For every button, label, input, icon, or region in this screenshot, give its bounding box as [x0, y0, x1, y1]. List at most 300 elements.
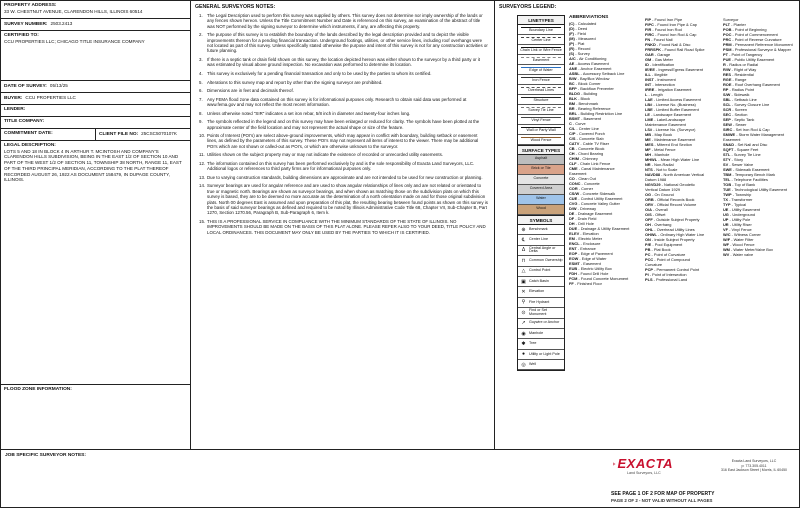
- abbreviation-item: SN&D - Set Nail and Disc: [723, 142, 768, 147]
- abbreviation-item: NGVD29 - National Geodetic Vertical Datum 1929: [645, 182, 695, 192]
- abbreviation-code: DF: [569, 216, 575, 221]
- general-notes-title: GENERAL SURVEYORS NOTES:: [195, 4, 276, 10]
- abbreviation-code: SWE: [723, 167, 732, 172]
- abbreviation-code: TEL: [723, 177, 731, 182]
- abbreviation-item: IE/EE - Ingress/Egress Easement: [645, 67, 703, 72]
- abbreviation-code: BSMT: [569, 116, 581, 121]
- abbreviation-meaning: Calculated: [577, 21, 597, 26]
- abbreviation-item: BFP - Backflow Preventer: [569, 86, 614, 91]
- abbreviation-item: (S) - Survey: [569, 51, 590, 56]
- note-item: [199, 183, 488, 215]
- abbreviation-item: EOW - Edge of Water: [569, 256, 607, 261]
- abbreviation-meaning: Limited Buffer Easement: [656, 107, 699, 112]
- abbreviation-code: FCM: [569, 276, 578, 281]
- abbreviation-code: TUE: [723, 187, 731, 192]
- abbreviation-code: C/L: [569, 126, 576, 131]
- abbreviation-item: DUE - Drainage & Utility Easement: [569, 226, 630, 231]
- page-of-notice: [611, 491, 714, 503]
- abbreviation-item: ROE - Roof Overhang Easement: [723, 82, 780, 87]
- abbreviation-code: FIPC: [645, 22, 654, 27]
- abbreviation-meaning: Overhead Utility Lines: [656, 227, 695, 232]
- abbreviation-item: CB - Concrete Block: [569, 146, 605, 151]
- abbreviation-code: (D): [569, 26, 575, 31]
- abbreviation-meaning: Set Iron Rod & Cap: [735, 127, 770, 132]
- abbreviation-meaning: Survey: [577, 51, 590, 56]
- symbol-name: Common Ownership: [529, 258, 563, 263]
- abbreviation-meaning: Cable TV Riser: [582, 141, 610, 146]
- abbreviation-item: CONC - Concrete: [569, 181, 600, 186]
- symbol-icon: ▣: [521, 278, 526, 285]
- abbreviation-item: ME - Maintenance Easement: [645, 137, 696, 142]
- abbreviation-meaning: Drainage & Utility Easement: [580, 226, 630, 231]
- abbreviation-code: R: [723, 62, 726, 67]
- symbol-name: Catch Basin: [529, 278, 549, 283]
- symbol-item: [518, 308, 564, 318]
- abbreviation-meaning: Radius or Radial: [729, 62, 759, 67]
- abbreviation-code: PI: [645, 272, 649, 277]
- symbol-item: [518, 256, 564, 266]
- symbol-item: [518, 319, 564, 329]
- symbol-name: Benchmark: [529, 226, 548, 231]
- abbreviation-item: FDH - Found Drill Hole: [569, 271, 609, 276]
- abbreviation-code: DE: [569, 211, 575, 216]
- abbreviation-item: SCR - Screen: [723, 107, 748, 112]
- date-of-survey-label: DATE OF SURVEY:: [4, 84, 47, 89]
- abbreviation-item: CATV - Cable TV Riser: [569, 141, 610, 146]
- abbreviation-code: CONC: [569, 181, 581, 186]
- abbreviation-code: BLDG: [569, 91, 581, 96]
- abbreviation-code: ASBL: [569, 71, 580, 76]
- abbreviation-item: ID - Identification: [645, 62, 675, 67]
- linetype-item: [518, 105, 564, 115]
- buyer-label: BUYER:: [4, 96, 23, 101]
- abbreviation-item: EOP - Edge of Pavement: [569, 251, 613, 256]
- abbreviation-item: C/L - Center Line: [569, 126, 599, 131]
- abbreviation-code: POB: [723, 27, 732, 32]
- abbreviation-code: NR: [645, 162, 651, 167]
- abbreviation-item: TX - Transformer: [723, 197, 753, 202]
- note-number: 6.: [199, 88, 203, 94]
- abbreviation-meaning: Square Feet: [736, 147, 759, 152]
- abbreviation-code: PSM: [723, 47, 732, 52]
- abbreviation-item: STY - Story: [723, 157, 744, 162]
- abbreviation-code: ME: [645, 137, 651, 142]
- abbreviation-code: MES: [645, 142, 654, 147]
- abbreviation-meaning: Found Iron Rod: [654, 27, 682, 32]
- abbreviation-code: OFF: [645, 217, 653, 222]
- abbreviation-meaning: Concrete Sidewalk: [582, 191, 616, 196]
- abbreviation-item: PC - Point of Curvature: [645, 252, 686, 257]
- abbreviation-code: PLT: [723, 22, 731, 27]
- abbreviation-meaning: Point of Reverse Curvature: [734, 37, 782, 42]
- abbreviation-meaning: Pool Equipment: [654, 242, 683, 247]
- abbreviation-meaning: Easement: [583, 261, 601, 266]
- abbreviation-item: OG - On Ground: [645, 192, 674, 197]
- abbreviation-item: CME - Canal Maintenance Easement: [569, 166, 615, 176]
- linetype-item: [518, 115, 564, 125]
- note-item: [199, 111, 488, 116]
- abbreviation-code: PRC: [723, 37, 732, 42]
- abbreviation-item: O/A - Overall: [645, 207, 668, 212]
- abbreviation-meaning: Typical: [733, 202, 747, 207]
- symbol-icon: ✱: [521, 340, 526, 347]
- abbreviation-meaning: Building: [583, 91, 598, 96]
- abbreviation-code: OH: [645, 222, 651, 227]
- abbreviations-column-3: [723, 17, 797, 257]
- abbreviation-meaning: Center Line: [578, 126, 599, 131]
- abbreviation-meaning: Found Drill Hole: [580, 271, 609, 276]
- abbreviation-item: (R) - Record: [569, 46, 591, 51]
- abbreviation-meaning: National Geodetic Vertical Datum 1929: [645, 182, 695, 192]
- abbreviation-item: P/E - Pool Equipment: [645, 242, 683, 247]
- abbreviation-item: PI - Point of Intersection: [645, 272, 687, 277]
- abbreviation-meaning: Covered Porch: [578, 131, 605, 136]
- abbreviation-item: SEC - Section: [723, 112, 748, 117]
- abbreviation-item: RP - Radius Point: [723, 87, 754, 92]
- abbreviation-code: EUB: [569, 266, 578, 271]
- abbreviation-meaning: Transformer: [731, 197, 753, 202]
- note-number: 13.: [199, 174, 206, 180]
- abbreviation-code: B/W: [569, 76, 577, 81]
- abbreviation-item: EM - Electric Meter: [569, 236, 603, 241]
- abbreviation-meaning: Technological Utility Easement: [734, 187, 787, 192]
- linetype-item: [518, 35, 564, 45]
- abbreviation-code: LE: [645, 112, 650, 117]
- abbreviation-item: GM - Gas Meter: [645, 57, 673, 62]
- abbreviation-meaning: Intersection: [654, 82, 675, 87]
- commitment-row: [1, 129, 190, 141]
- abbreviation-meaning: Clean Out: [578, 176, 596, 181]
- page-of-line-1: SEE PAGE 1 OF 2 FOR MAP OF PROPERTY: [611, 491, 715, 497]
- abbreviation-code: ON: [645, 237, 651, 242]
- company-logo: [613, 456, 673, 482]
- note-text: Due to varying construction standards, building dimensions are approximate and are not intended to be used for new construction or planning.: [207, 174, 483, 180]
- abbreviation-item: FIR - Found Iron Rod: [645, 27, 682, 32]
- abbreviation-item: PLS - Professional Land: [645, 277, 688, 282]
- logo-wordmark: EXACTA: [617, 456, 673, 471]
- abbreviation-code: STY: [723, 157, 731, 162]
- abbreviation-meaning: Basement: [583, 116, 602, 121]
- abbreviation-meaning: Non-Radial: [654, 162, 674, 167]
- abbreviation-code: SCL: [723, 102, 731, 107]
- abbreviation-code: GAR: [645, 52, 654, 57]
- abbreviation-code: LB#: [645, 102, 653, 107]
- note-number: 11.: [199, 152, 205, 158]
- abbreviation-code: POC: [723, 32, 732, 37]
- abbreviation-meaning: Point of Commencement: [734, 32, 778, 37]
- survey-number-label: SURVEY NUMBER:: [4, 22, 48, 27]
- abbreviation-meaning: Witness Corner: [734, 232, 761, 237]
- abbreviation-item: NTS - Not to Scale: [645, 167, 678, 172]
- abbreviation-meaning: Benchmark: [578, 101, 599, 106]
- symbol-icon: ◎: [521, 361, 526, 368]
- abbreviation-meaning: Maintenance Easement: [654, 137, 696, 142]
- abbreviation-meaning: Survey Tie Line: [733, 152, 761, 157]
- title-company-label: TITLE COMPANY:: [4, 119, 45, 124]
- abbreviation-meaning: Ordinary High Water Line: [660, 232, 705, 237]
- general-notes-column: [191, 1, 495, 449]
- abbreviation-code: SBL: [723, 97, 731, 102]
- abbreviation-meaning: Block: [580, 96, 590, 101]
- abbreviation-code: ID: [645, 62, 649, 67]
- abbreviation-item: PCC - Point of Compound Curvature: [645, 257, 690, 267]
- abbreviation-meaning: Drain Field: [577, 216, 597, 221]
- abbreviation-code: SN&D: [723, 142, 735, 147]
- abbreviation-item: C/P - Covered Porch: [569, 131, 605, 136]
- abbreviation-meaning: Bay/Box Window: [580, 76, 610, 81]
- abbreviation-code: WM: [723, 247, 730, 252]
- abbreviation-item: (P) - Plat: [569, 41, 585, 46]
- symbol-icon: ⊓: [521, 257, 526, 264]
- abbreviation-code: FF: [569, 281, 574, 286]
- abbreviation-code: FN: [645, 37, 651, 42]
- abbreviation-item: RES - Residential: [723, 72, 754, 77]
- note-text: The symbols reflected in the legend and on this survey may have been enlarged or reduced for clarity. The symbols have been plotted at the approximate center of the field location and may not represent the actual shape or size of the feature.: [207, 119, 480, 130]
- abbreviation-item: B/W - Bay/Box Window: [569, 76, 610, 81]
- abbreviation-code: OG: [645, 192, 652, 197]
- abbreviation-meaning: Water valve: [732, 252, 754, 257]
- abbreviation-meaning: Top of Bank: [734, 182, 756, 187]
- abbreviation-item: LAE - Limited Access Easement: [645, 97, 701, 102]
- abbreviation-item: ON - Inside Subject Property: [645, 237, 695, 242]
- abbreviation-item: A/C - Air Conditioning: [569, 56, 607, 61]
- abbreviation-code: S/W: [723, 92, 731, 97]
- abbreviation-code: BM: [569, 101, 576, 106]
- abbreviation-meaning: Sidewalk Easement: [735, 167, 770, 172]
- linetype-name: Overhead Lines: [527, 88, 555, 93]
- abbreviation-meaning: Canal Maintenance Easement: [569, 166, 615, 176]
- symbol-name: Manhole: [529, 330, 544, 335]
- abbreviation-code: SMWE: [723, 132, 736, 137]
- note-item: [199, 32, 488, 54]
- symbol-name: Center Line: [529, 237, 549, 242]
- abbreviation-code: ESMT: [569, 261, 580, 266]
- note-text: The purpose of this survey is to establish the boundary of the lands described by the legal description provided and to depict the visible improvements thereon for a pending financial transaction. Underground footings, utilities, or other service lines, including roof overhangs were not located as part of this survey. Unless specifically stated otherwise the purpose and intent of this survey is not for any construction activities or future planning.: [207, 32, 488, 54]
- abbreviation-item: AE - Access Easement: [569, 61, 609, 66]
- abbreviation-meaning: Electric Meter: [578, 236, 603, 241]
- abbreviation-meaning: Radius Point: [731, 87, 754, 92]
- note-number: 15.: [199, 218, 206, 224]
- surface-name: Wood: [536, 206, 546, 211]
- symbol-item: [518, 360, 564, 370]
- abbreviation-code: EM: [569, 236, 575, 241]
- abbreviation-meaning: Permanent Reference Monument: [735, 42, 793, 47]
- abbreviation-meaning: Edge of Water: [581, 256, 607, 261]
- note-number: 3.: [199, 57, 203, 62]
- abbreviation-meaning: Drainage Easement: [577, 211, 613, 216]
- symbol-name: Control Point: [529, 268, 551, 273]
- abbreviation-code: SEC: [723, 112, 731, 117]
- abbreviation-code: (P): [569, 41, 575, 46]
- abbreviation-meaning: Utility Easement: [731, 207, 760, 212]
- abbreviation-item: UE - Utility Easement: [723, 207, 760, 212]
- surface-types-heading: SURFACE TYPES: [518, 145, 564, 155]
- abbreviation-code: BFP: [569, 86, 577, 91]
- abbreviation-meaning: Septic Tank: [734, 117, 755, 122]
- client-file-value: 25CSC5070107K: [141, 131, 177, 136]
- abbreviation-code: PCC: [645, 257, 654, 262]
- abbreviation-meaning: Inside Subject Property: [654, 237, 695, 242]
- abbreviation-meaning: Found Nail: [653, 37, 673, 42]
- symbol-name: Find or Set Monument: [529, 308, 548, 316]
- note-text: Alterations to this survey map and report by other than the signing surveyor are prohibited.: [207, 79, 383, 85]
- abbreviation-code: MF: [645, 147, 651, 152]
- abbreviation-item: LME - Lake/Landscape Maintenance Easement: [645, 117, 686, 127]
- abbreviation-code: (M): [569, 36, 575, 41]
- abbreviation-item: SBL - Setback Line: [723, 97, 757, 102]
- abbreviation-item: MF - Metal Fence: [645, 147, 676, 152]
- abbreviation-meaning: On Ground: [654, 192, 674, 197]
- abbreviation-meaning: Surveyor: [723, 17, 739, 22]
- note-number: 10.: [199, 133, 206, 139]
- abbreviation-code: IRRE: [645, 87, 655, 92]
- abbreviation-code: FIR: [645, 27, 652, 32]
- abbreviation-code: SQFT: [723, 147, 734, 152]
- note-item: [199, 80, 488, 85]
- abbreviation-meaning: Water Filter: [733, 237, 754, 242]
- abbreviation-code: ILL: [645, 72, 651, 77]
- linetype-item: [518, 55, 564, 65]
- abbreviation-item: WF - Wood Fence: [723, 242, 755, 247]
- abbreviation-meaning: Lake/Landscape Maintenance Easement: [645, 117, 686, 127]
- abbreviation-meaning: Set Nail and Disc: [737, 142, 768, 147]
- abbreviation-item: (M) - Measured: [569, 36, 596, 41]
- abbreviation-item: SEW - Sewer: [723, 122, 747, 127]
- abbreviation-item: D/W - Driveway: [569, 206, 597, 211]
- abbreviation-code: TBM: [723, 172, 732, 177]
- abbreviation-code: CHIM: [569, 156, 579, 161]
- linetype-name: Survey Tie Line: [528, 108, 554, 113]
- abbreviation-meaning: Record: [577, 46, 591, 51]
- abbreviation-item: COR - Corner: [569, 186, 594, 191]
- page-of-line-2: PAGE 2 OF 2 - NOT VALID WITHOUT ALL PAGES: [611, 497, 713, 503]
- symbol-name: Central Angle or Delta: [529, 245, 556, 254]
- logo-subtitle: Land Surveyors, LLC: [627, 471, 661, 475]
- linetype-name: Vinyl Fence: [531, 118, 551, 123]
- abbreviation-item: NAVD88 - North American Vertical Datum 1988: [645, 172, 705, 182]
- symbols-list: [518, 225, 564, 370]
- abbreviation-meaning: Concrete Slab: [578, 136, 604, 141]
- abbreviation-code: OHWL: [645, 232, 657, 237]
- abbreviation-code: MB: [645, 132, 652, 137]
- date-of-survey-field: [1, 81, 190, 93]
- abbreviation-item: ESMT - Easement: [569, 261, 601, 266]
- symbol-icon: ✕: [521, 289, 526, 296]
- abbreviation-code: O/S: [645, 212, 652, 217]
- abbreviation-item: (D) - Deed: [569, 26, 588, 31]
- abbreviation-item: FIRC - Found Iron Rod & Cap: [645, 32, 697, 37]
- abbreviation-item: WV - Water valve: [723, 252, 754, 257]
- abbreviation-meaning: Identification: [652, 62, 675, 67]
- abbreviation-item: BR - Bearing Reference: [569, 106, 611, 111]
- abbreviation-item: C/S - Concrete Slab: [569, 136, 604, 141]
- abbreviation-code: STL: [723, 152, 731, 157]
- abbreviation-meaning: Irrigation Easement: [657, 87, 692, 92]
- abbreviation-code: CATV: [569, 141, 580, 146]
- buyer-field: [1, 93, 190, 105]
- abbreviation-code: UP: [723, 217, 729, 222]
- note-number: 8.: [199, 110, 203, 116]
- abbreviation-code: BR: [569, 106, 575, 111]
- abbreviation-meaning: Vinyl Fence: [731, 227, 752, 232]
- abbreviation-code: IE/EE: [645, 67, 655, 72]
- abbreviation-meaning: Corner: [581, 186, 594, 191]
- note-number: 12.: [199, 160, 206, 166]
- note-item: [199, 119, 488, 130]
- abbreviation-code: BRL: [569, 111, 577, 116]
- abbreviation-item: SIRC - Set Iron Rod & Cap: [723, 127, 770, 132]
- abbreviation-meaning: Point of Curvature: [653, 252, 686, 257]
- abbreviation-code: TOB: [723, 182, 732, 187]
- abbreviation-meaning: Section: [734, 112, 748, 117]
- property-address-label: PROPERTY ADDRESS:: [4, 3, 57, 8]
- abbreviation-code: INST: [645, 77, 654, 82]
- abbreviation-code: DUE: [569, 226, 578, 231]
- abbreviation-item: CVG - Concrete Valley Gutter: [569, 201, 620, 206]
- contact-line: 316 East Jackson Street | Morris, IL 60450: [721, 468, 787, 473]
- abbreviation-meaning: Professional Land: [656, 277, 688, 282]
- abbreviation-item: O/S - Offset: [645, 212, 666, 217]
- symbol-icon: △: [521, 268, 526, 275]
- abbreviation-code: W/C: [723, 232, 731, 237]
- abbreviation-code: SCR: [723, 107, 732, 112]
- legend-table: [517, 15, 565, 371]
- abbreviation-item: MES - Mitered End Section: [645, 142, 692, 147]
- abbreviation-code: CLF: [569, 161, 577, 166]
- abbreviation-meaning: North American Vertical Datum 1988: [645, 172, 705, 182]
- abbreviation-code: SEW: [723, 122, 732, 127]
- legal-description-value: LOTS 5 AND 18 IN BLOCK 4 IN ARTHUR T. MCINTOSH AND COMPANY'S CLARENDON HILLS SUBDIVISION, BEING IN THE EAST 1/2 OF SECTION 10 AND PART OF THE WEST 1/2 OF SECTION 11, TOWNSHIP 38 NORTH, RANGE 11, EAST OF THE THIRD PRINCIPAL MERIDIAN, ACCORDING TO THE PLAT THEREOF RECORDED AUGUST 26, 1922 AS DOCUMENT 158479, IN DUPAGE COUNTY, ILLINOIS.: [4, 148, 182, 183]
- abbreviation-meaning: Map Book: [654, 132, 673, 137]
- note-item: [199, 97, 488, 108]
- abbreviation-code: MHWL: [645, 157, 658, 162]
- symbol-name: Well: [529, 361, 537, 366]
- abbreviation-item: C - Curve: [569, 121, 586, 126]
- abbreviation-item: S/W - Sidewalk: [723, 92, 750, 97]
- abbreviation-code: LME: [645, 117, 654, 122]
- abbreviation-meaning: Official Records Book: [657, 197, 695, 202]
- abbreviation-code: R/W: [723, 67, 731, 72]
- abbreviation-meaning: License No. (Surveyor): [655, 127, 696, 132]
- abbreviation-meaning: Gas Meter: [654, 57, 673, 62]
- abbreviation-item: INT - Intersection: [645, 82, 675, 87]
- abbreviation-code: NTS: [645, 167, 653, 172]
- abbreviation-meaning: Wood Fence: [732, 242, 755, 247]
- symbol-icon: ⊙: [521, 309, 526, 316]
- abbreviation-meaning: Setback Line: [734, 97, 757, 102]
- note-item: [199, 133, 488, 149]
- symbol-item: [518, 298, 564, 308]
- linetype-item: [518, 25, 564, 35]
- abbreviation-meaning: Roof Overhang Easement: [734, 82, 780, 87]
- abbreviation-code: FIP: [645, 17, 652, 22]
- abbreviation-meaning: Limited Access Easement: [656, 97, 701, 102]
- abbreviation-code: ENT: [569, 246, 577, 251]
- abbreviation-code: EOP: [569, 251, 578, 256]
- abbreviation-meaning: Elevation: [582, 231, 599, 236]
- abbreviation-code: PB: [645, 247, 651, 252]
- abbreviations-heading: ABBREVIATIONS: [569, 15, 609, 20]
- abbreviation-item: CLF - Chain Link Fence: [569, 161, 611, 166]
- symbol-icon: ↗: [521, 320, 526, 327]
- abbreviation-item: PB - Plat Book: [645, 247, 671, 252]
- linetype-name: Center Line: [531, 38, 551, 43]
- abbreviation-meaning: Range: [734, 77, 747, 82]
- symbol-item: [518, 287, 564, 297]
- abbreviation-item: CS/W - Concrete Sidewalk: [569, 191, 616, 196]
- abbreviation-item: ENCL - Enclosure: [569, 241, 601, 246]
- abbreviation-code: UE: [723, 207, 729, 212]
